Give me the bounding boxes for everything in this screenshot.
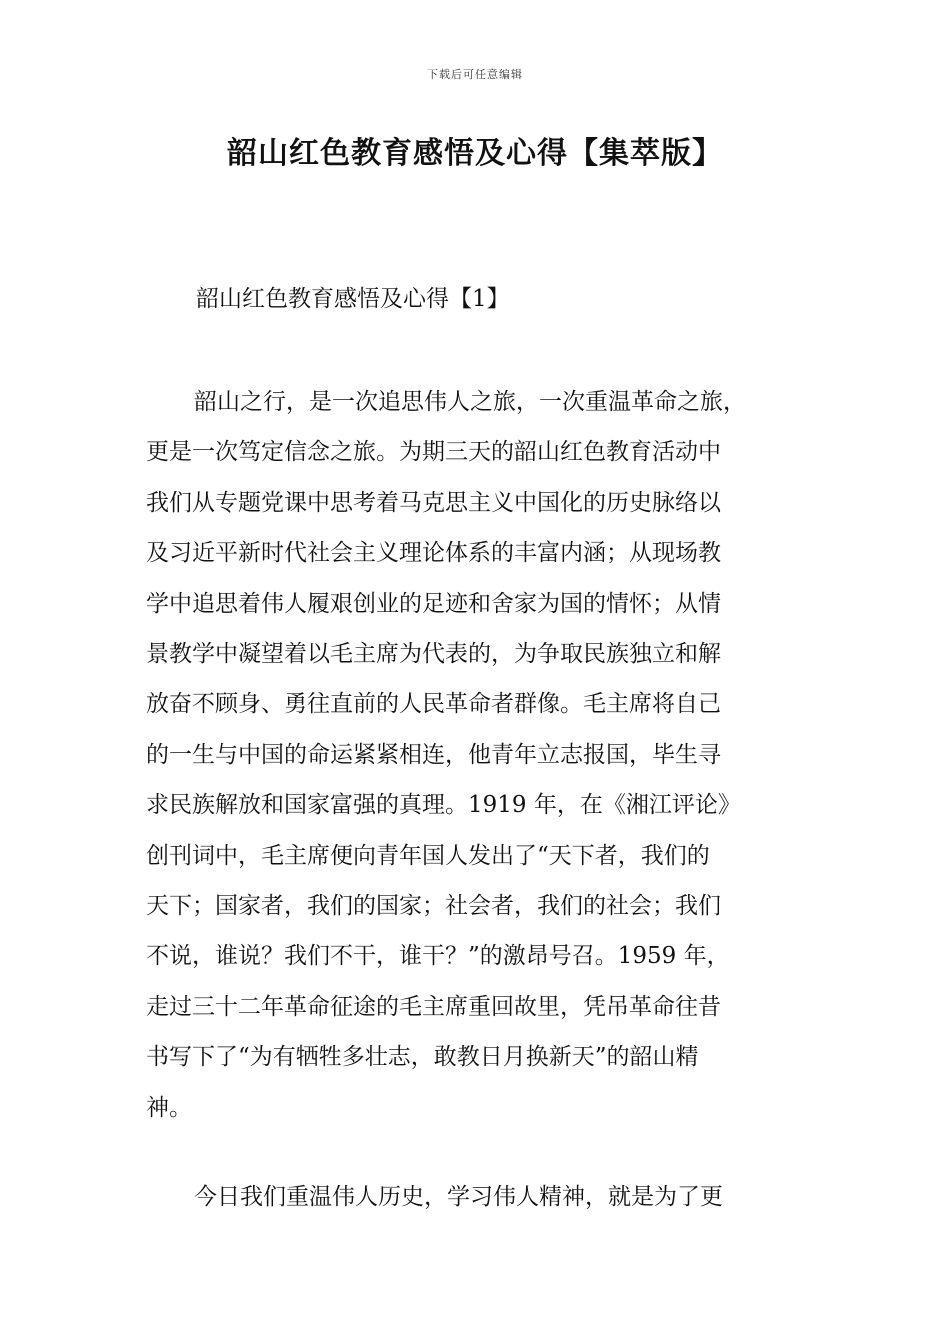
paragraph-line: 神。	[146, 1094, 192, 1121]
paragraph-line: 放奋不顾身、勇往直前的人民革命者群像。毛主席将自己	[146, 691, 721, 718]
paragraph-line: 的一生与中国的命运紧紧相连，他青年立志报国，毕生寻	[146, 741, 721, 768]
paragraph-line: 今日我们重温伟人历史，学习伟人精神，就是为了更	[194, 1184, 723, 1210]
page-header-note: 下载后可任意编辑	[427, 68, 523, 81]
paragraph-line: 更是一次笃定信念之旅。为期三天的韶山红色教育活动中	[146, 439, 721, 466]
paragraph-line: 创刊词中，毛主席便向青年国人发出了“天下者，我们的	[146, 842, 710, 869]
paragraph-line: 求民族解放和国家富强的真理。1919 年，在《湘江评论》	[146, 792, 741, 819]
paragraph-line: 韶山之行，是一次追思伟人之旅，一次重温革命之旅，	[194, 389, 746, 415]
paragraph-line: 不说，谁说？我们不干，谁干？”的激昂号召。1959 年，	[146, 943, 730, 970]
paragraph-line: 我们从专题党课中思考着马克思主义中国化的历史脉络以	[146, 489, 721, 516]
body-paragraph-1	[146, 377, 806, 1133]
paragraph-line: 走过三十二年革命征途的毛主席重回故里，凭吊革命往昔	[146, 993, 721, 1020]
body-paragraph-2	[146, 1172, 806, 1222]
section-heading: 韶山红色教育感悟及心得【1】	[196, 286, 510, 312]
paragraph-line: 景教学中凝望着以毛主席为代表的，为争取民族独立和解	[146, 641, 721, 668]
document-title: 韶山红色教育感悟及心得【集萃版】	[227, 136, 723, 171]
paragraph-line: 及习近平新时代社会主义理论体系的丰富内涵；从现场教	[146, 540, 721, 567]
paragraph-line: 天下；国家者，我们的国家；社会者，我们的社会；我们	[146, 893, 721, 920]
paragraph-line: 书写下了“为有牺牲多壮志，敢教日月换新天”的韶山精	[146, 1044, 699, 1071]
paragraph-line: 学中追思着伟人履艰创业的足迹和舍家为国的情怀；从情	[146, 590, 721, 617]
